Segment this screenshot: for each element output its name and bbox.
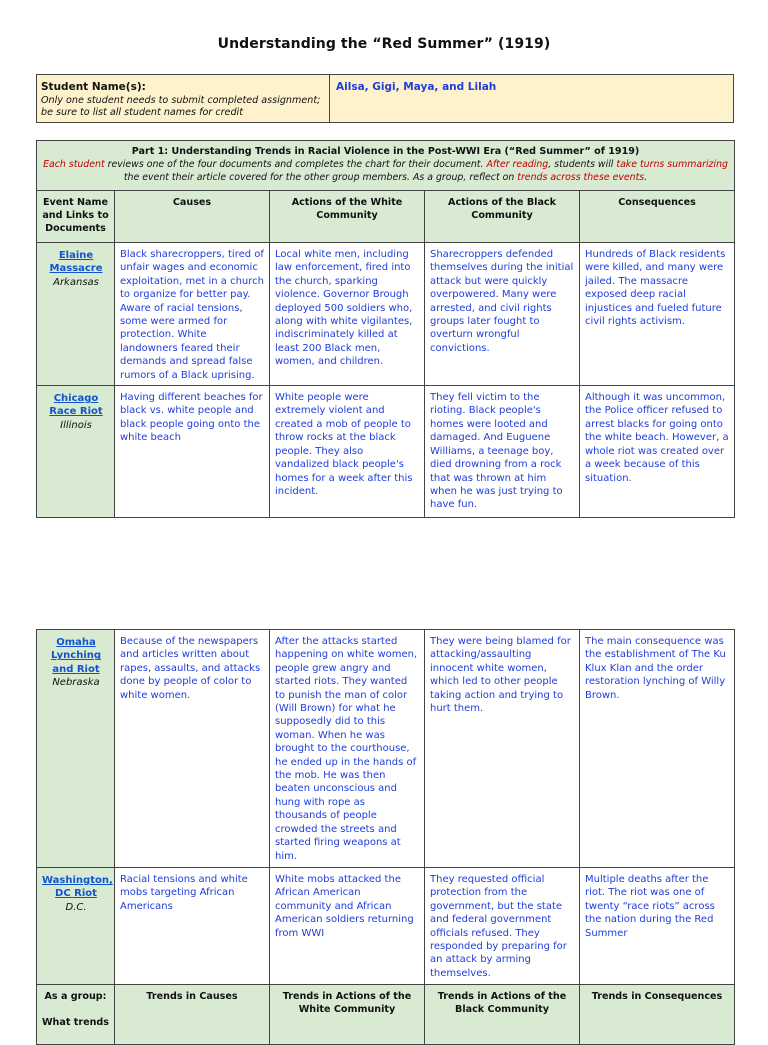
table-row [37, 243, 735, 386]
group-label-2: What trends [41, 1017, 110, 1028]
part1-banner [37, 141, 735, 191]
black-actions-cell[interactable]: They requested official protection from the government, but the state and federal government officials refused. They responded by preparing for an attack by arming themselves. [425, 868, 580, 985]
trends-white-header: Trends in Actions of the White Community [270, 985, 425, 1045]
group-trends-row [37, 985, 735, 1045]
event-link-elaine[interactable]: Elaine Massacre [49, 250, 103, 275]
col-header-white: Actions of the White Community [270, 191, 425, 243]
causes-cell[interactable]: Racial tensions and white mobs targeting African Americans [115, 868, 270, 985]
student-names-value[interactable]: Ailsa, Gigi, Maya, and Lilah [336, 81, 497, 93]
causes-cell[interactable]: Because of the newspapers and articles written about rapes, assaults, and attacks done by people of color to white women. [115, 630, 270, 868]
instr-after-reading: After reading [486, 159, 549, 170]
black-actions-cell[interactable]: Sharecroppers defended themselves during the initial attack but were quickly overpowered. Many were arrested, and civil rights groups later fought to overturn wrongful convictions. [425, 243, 580, 386]
instr-text-3: the event their article covered for the other group members. As a group, reflect on [123, 172, 518, 183]
black-actions-cell[interactable]: They fell victim to the rioting. Black people's homes were looted and damaged. And Euguene Williams, a teenage boy, died drowning from a rock that was thrown at him when he was just trying to have fun. [425, 386, 580, 518]
table-row [37, 386, 735, 518]
black-actions-cell[interactable]: They were being blamed for attacking/assaulting innocent white women, which led to other people taking action and trying to hurt them. [425, 630, 580, 868]
instr-text-1: reviews one of the four documents and completes the chart for their document. [104, 159, 487, 170]
group-label-cell [37, 985, 115, 1045]
event-cell [37, 243, 115, 386]
consequences-cell[interactable]: Multiple deaths after the riot. The riot was one of twenty “race riots” across the nation during the Red Summer [580, 868, 735, 985]
red-summer-table-part1 [36, 140, 735, 518]
student-info-box [36, 74, 734, 123]
red-summer-table-part2 [36, 629, 735, 1045]
event-link-washington[interactable]: Washington, DC Riot [42, 875, 113, 900]
col-header-event: Event Name and Links to Documents [37, 191, 115, 243]
white-actions-cell[interactable]: White mobs attacked the African American community and African American soldiers returning from WWI [270, 868, 425, 985]
trends-consequences-header: Trends in Consequences [580, 985, 735, 1045]
event-state: Arkansas [53, 276, 99, 288]
white-actions-cell[interactable]: After the attacks started happening on white women, people grew angry and started riots. They wanted to punish the man of color (Will Brown) for what he supposedly did to this woman. When he was brought to the courthouse, he ended up in the hands of the mob. He was then beaten unconscious and hung with rope as thousands of people crowded the streets and started firing weapons at him. [270, 630, 425, 868]
col-header-black: Actions of the Black Community [425, 191, 580, 243]
causes-cell[interactable]: Having different beaches for black vs. white people and black people going onto the white beach [115, 386, 270, 518]
group-label: As a group: [44, 991, 107, 1002]
event-link-omaha[interactable]: Omaha Lynching and Riot [50, 637, 102, 675]
trends-black-header: Trends in Actions of the Black Community [425, 985, 580, 1045]
event-cell [37, 630, 115, 868]
white-actions-cell[interactable]: Local white men, including law enforcement, fired into the church, sparking violence. Governor Brough deployed 500 soldiers who, along with white vigilantes, indiscriminately killed at least 200 Black men, women, and children. [270, 243, 425, 386]
trends-causes-header: Trends in Causes [115, 985, 270, 1045]
student-names-label: Student Name(s): [41, 81, 146, 93]
event-state: D.C. [65, 901, 87, 913]
page-title: Understanding the “Red Summer” (1919) [217, 36, 551, 52]
consequences-cell[interactable]: Hundreds of Black residents were killed, and many were jailed. The massacre exposed deep racial injustices and fueled future civil rights activism. [580, 243, 735, 386]
instr-text-4: . [644, 172, 648, 183]
table-row [37, 630, 735, 868]
col-header-causes: Causes [115, 191, 270, 243]
instr-take-turns: take turns summarizing [616, 159, 728, 170]
event-state: Illinois [60, 419, 92, 431]
event-link-chicago[interactable]: Chicago Race Riot [49, 393, 103, 418]
event-cell [37, 868, 115, 985]
instr-each-student: Each student [43, 159, 105, 170]
consequences-cell[interactable]: The main consequence was the establishment of The Ku Klux Klan and the order restoration lynching of Willy Brown. [580, 630, 735, 868]
col-header-consequences: Consequences [580, 191, 735, 243]
table-row [37, 868, 735, 985]
student-names-label-cell [37, 75, 330, 122]
consequences-cell[interactable]: Although it was uncommon, the Police officer refused to arrest blacks for going onto the white beach. However, a whole riot was created over a week because of this situation. [580, 386, 735, 518]
instr-text-2: , students will [548, 159, 617, 170]
white-actions-cell[interactable]: White people were extremely violent and created a mob of people to throw rocks at the black people. They also vandalized black people's homes for a week after this incident. [270, 386, 425, 518]
part1-heading: Part 1: Understanding Trends in Racial Violence in the Post-WWI Era (“Red Summer” of 1919) [131, 146, 640, 157]
instr-trends: trends across these events [517, 172, 645, 183]
event-state: Nebraska [52, 677, 100, 689]
event-cell [37, 386, 115, 518]
student-names-note: Only one student needs to submit completed assignment; be sure to list all student names for credit [41, 94, 321, 118]
causes-cell[interactable]: Black sharecroppers, tired of unfair wages and economic exploitation, met in a church to organize for better pay. Aware of racial tensions, some were armed for protection. White landowners feared their demands and spread false rumors of a Black uprising. [115, 243, 270, 386]
